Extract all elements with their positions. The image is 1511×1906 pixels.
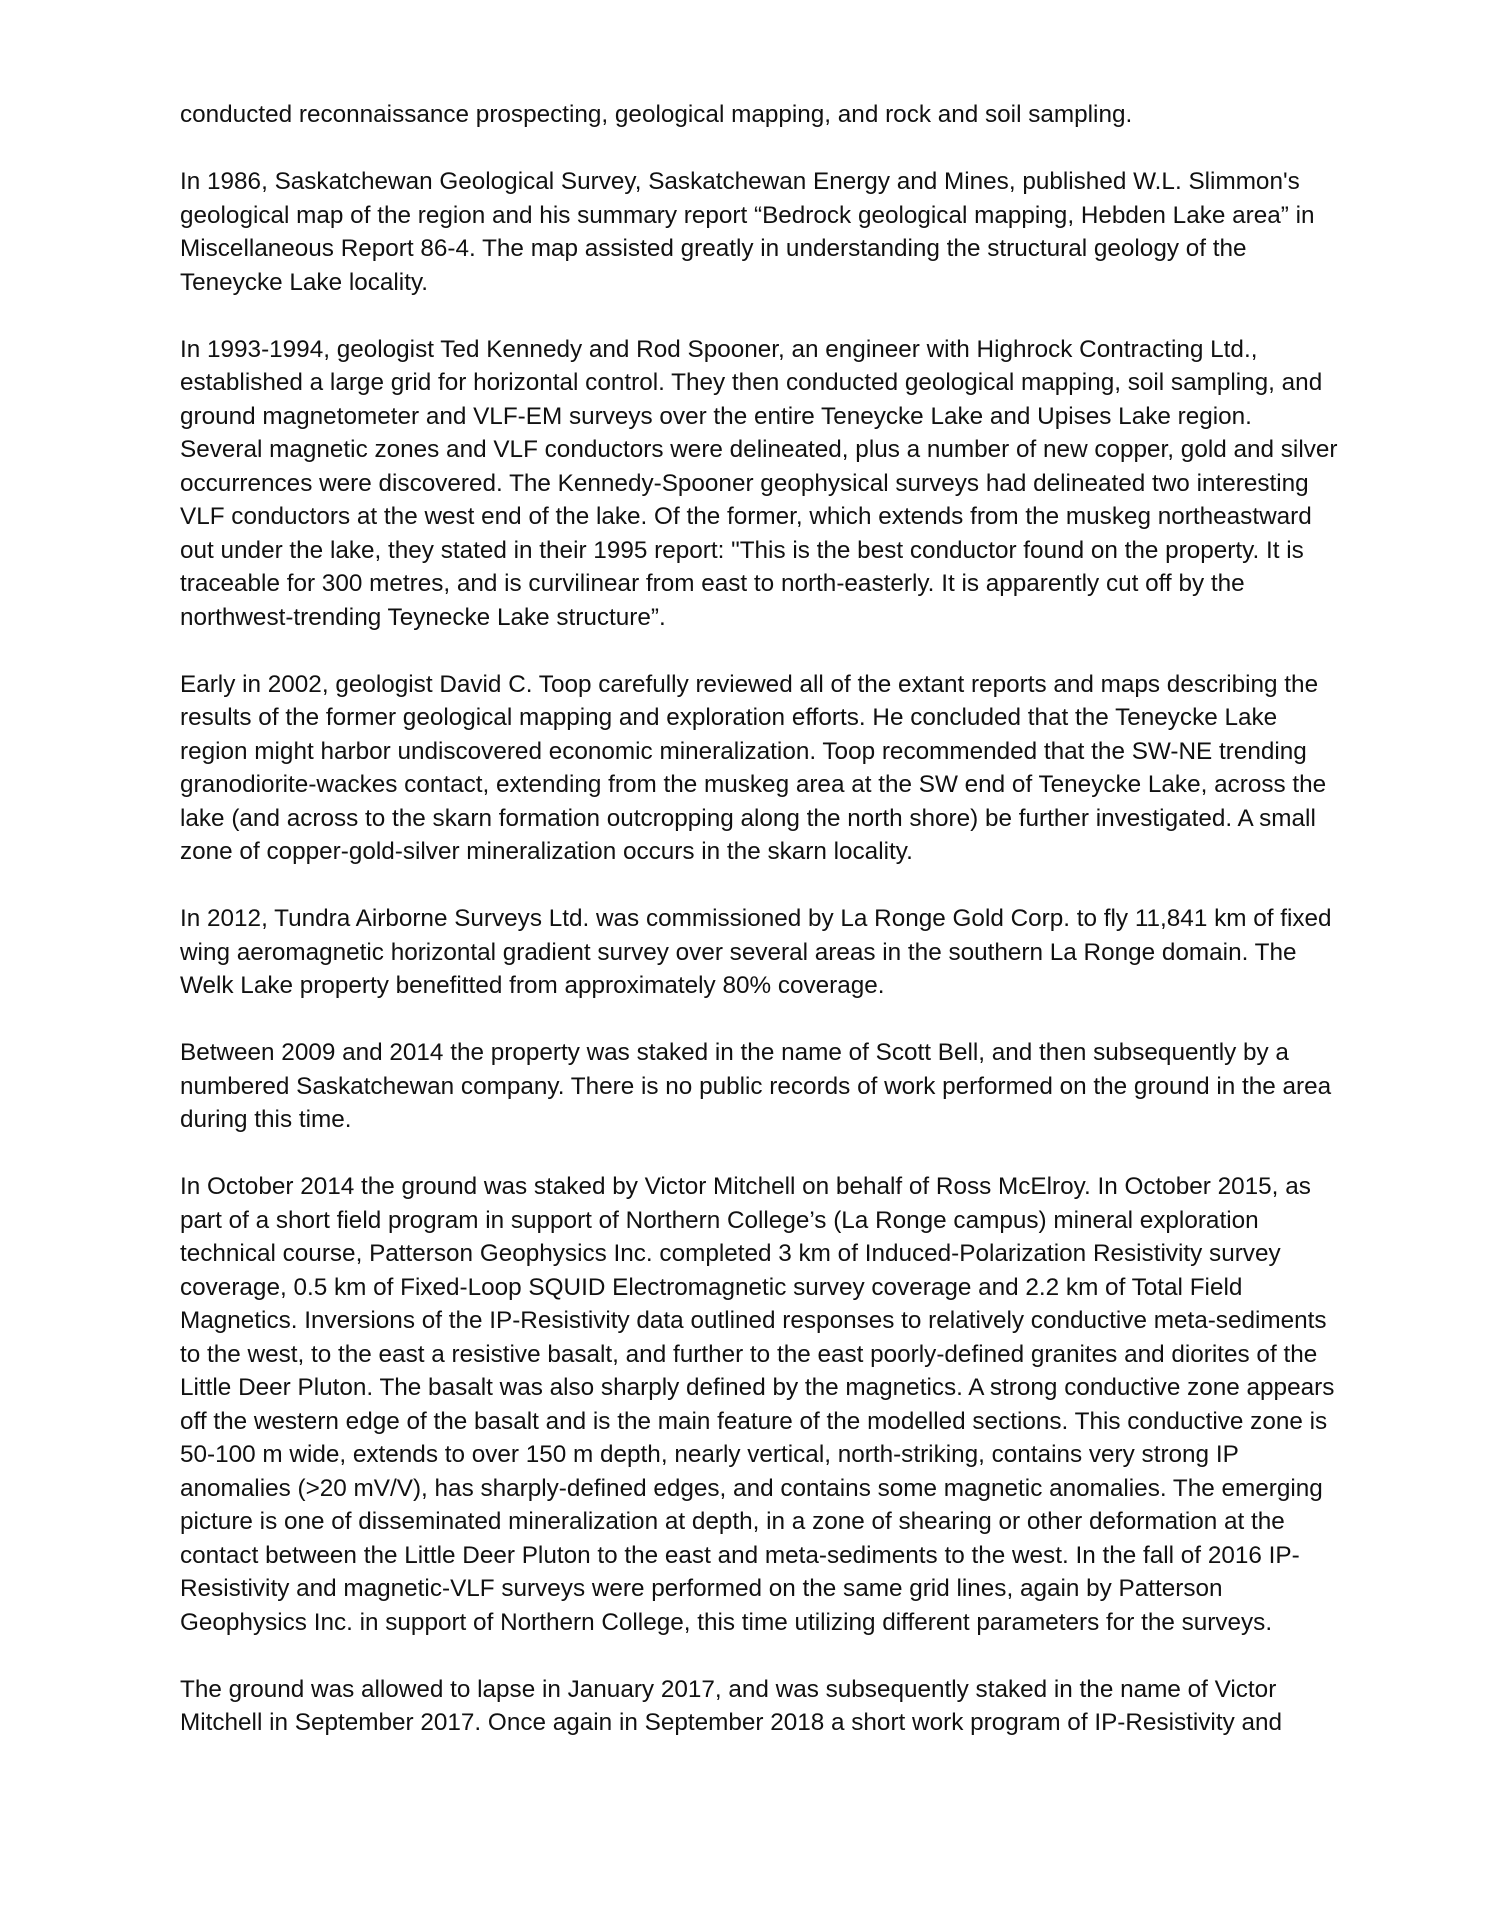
- paragraph-2017-2018-lapse: The ground was allowed to lapse in January 2017, and was subsequently staked in the name of Victor Mitchell in September 2017. Once again in September 2018 a short work program of IP-Resistivity and: [180, 1675, 1283, 1736]
- paragraph-2002-toop-review: Early in 2002, geologist David C. Toop carefully reviewed all of the extant reports and maps describing the results of the former geological mapping and exploration efforts. He concluded that the Teneycke Lake region might harbor undiscovered economic mineralization. Toop recommended that the SW-NE trending granodiorite-wackes contact, extending from the muskeg area at the SW end of Teneycke Lake, across the lake (and across to the skarn formation outcropping along the north shore) be further investigated. A small zone of copper-gold-silver mineralization occurs in the skarn locality.: [180, 670, 1327, 865]
- paragraph-2012-airborne-survey: In 2012, Tundra Airborne Surveys Ltd. was commissioned by La Ronge Gold Corp. to fly 11,841 km of fixed wing aeromagnetic horizontal gradient survey over several areas in the southern La Ronge domain. The Welk Lake property benefitted from approximately 80% coverage.: [180, 905, 1332, 999]
- paragraph-1993-kennedy-spooner: In 1993-1994, geologist Ted Kennedy and Rod Spooner, an engineer with Highrock Contracting Ltd., established a large grid for horizontal control. They then conducted geological mapping, soil sampling, and ground magnetometer and VLF-EM surveys over the entire Teneycke Lake and Upises Lake region. Several magnetic zones and VLF conductors were delineated, plus a number of new copper, gold and silver occurrences were discovered. The Kennedy-Spooner geophysical surveys had delineated two interesting VLF conductors at the west end of the lake. Of the former, which extends from the muskeg northeastward out under the lake, they stated in their 1995 report: "This is the best conductor found on the property. It is traceable for 300 metres, and is curvilinear from east to north-easterly. It is apparently cut off by the northwest-trending Teynecke Lake structure”.: [180, 335, 1338, 631]
- paragraph-1986-geological-map: In 1986, Saskatchewan Geological Survey, Saskatchewan Energy and Mines, published W.L. Slimmon's geological map of the region and his summary report “Bedrock geological mapping, Hebden Lake area” in Miscellaneous Report 86-4. The map assisted greatly in understanding the structural geology of the Teneycke Lake locality.: [180, 168, 1315, 296]
- paragraph-intro-continuation: conducted reconnaissance prospecting, geological mapping, and rock and soil sampling.: [180, 101, 1133, 128]
- paragraph-2009-2014-staking: Between 2009 and 2014 the property was staked in the name of Scott Bell, and then subsequently by a numbered Saskatchewan company. There is no public records of work performed on the ground in the area during this time.: [180, 1039, 1332, 1133]
- paragraph-2014-2016-surveys: In October 2014 the ground was staked by Victor Mitchell on behalf of Ross McElroy. In October 2015, as part of a short field program in support of Northern College’s (La Ronge campus) mineral exploration technical course, Patterson Geophysics Inc. completed 3 km of Induced-Polarization Resistivity survey coverage, 0.5 km of Fixed-Loop SQUID Electromagnetic survey coverage and 2.2 km of Total Field Magnetics. Inversions of the IP-Resistivity data outlined responses to relatively conductive meta-sediments to the west, to the east a resistive basalt, and further to the east poorly-defined granites and diorites of the Little Deer Pluton. The basalt was also sharply defined by the magnetics. A strong conductive zone appears off the western edge of the basalt and is the main feature of the modelled sections. This conductive zone is 50-100 m wide, extends to over 150 m depth, nearly vertical, north-striking, contains very strong IP anomalies (>20 mV/V), has sharply-defined edges, and contains some magnetic anomalies. The emerging picture is one of disseminated mineralization at depth, in a zone of shearing or other deformation at the contact between the Little Deer Pluton to the east and meta-sediments to the west. In the fall of 2016 IP-Resistivity and magnetic-VLF surveys were performed on the same grid lines, again by Patterson Geophysics Inc. in support of Northern College, this time utilizing different parameters for the surveys.: [180, 1173, 1335, 1636]
- document-page: [180, 98, 1340, 1740]
